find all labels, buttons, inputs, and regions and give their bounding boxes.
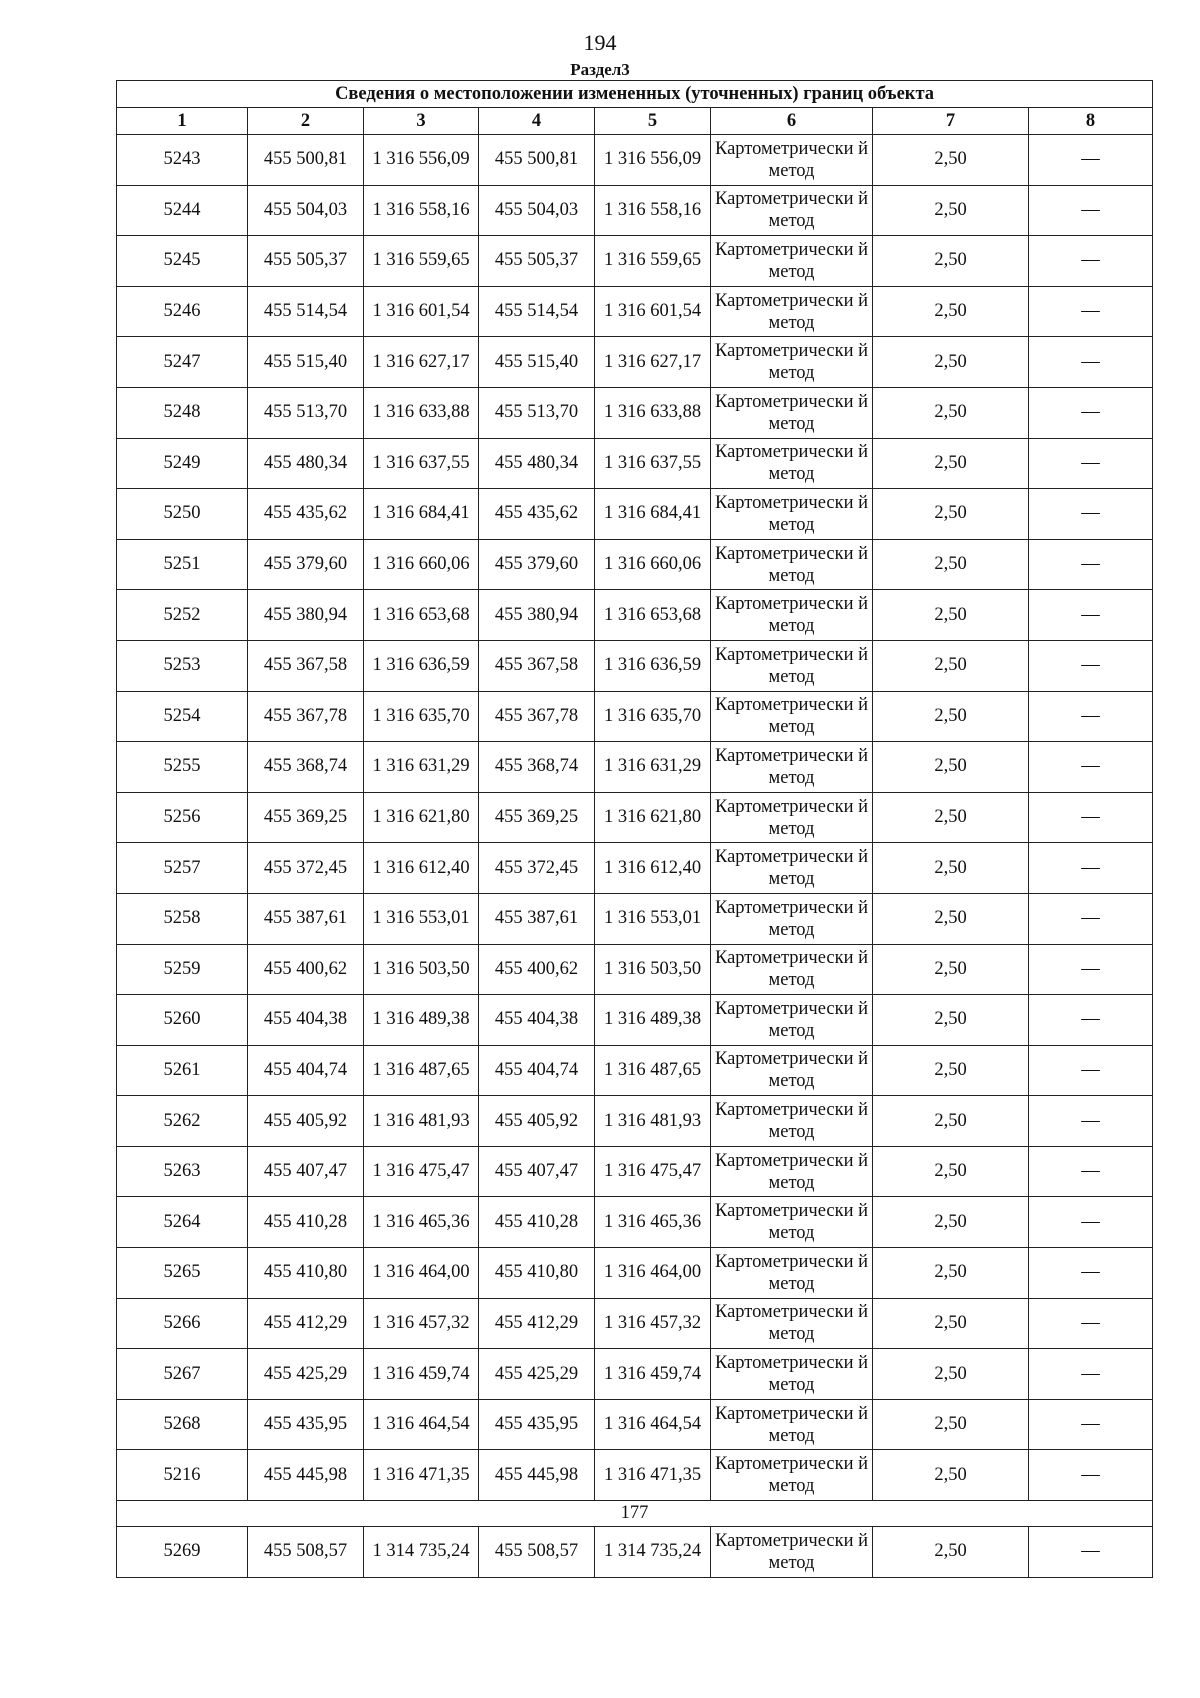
point-number-cell: 5258 <box>117 893 248 944</box>
method-cell: Картометрически й метод <box>711 539 873 590</box>
accuracy-cell: 2,50 <box>873 640 1029 691</box>
x-old-cell: 455 435,62 <box>248 489 364 540</box>
point-number-cell: 5267 <box>117 1349 248 1400</box>
x-new-cell: 455 404,38 <box>479 995 595 1046</box>
accuracy-cell: 2,50 <box>873 893 1029 944</box>
point-number-cell: 5262 <box>117 1096 248 1147</box>
method-cell: Картометрически й метод <box>711 185 873 236</box>
table-row <box>117 742 1153 793</box>
description-cell: — <box>1029 1248 1153 1299</box>
description-cell: — <box>1029 286 1153 337</box>
description-cell: — <box>1029 135 1153 186</box>
accuracy-cell: 2,50 <box>873 135 1029 186</box>
table-row <box>117 1146 1153 1197</box>
description-cell: — <box>1029 742 1153 793</box>
table-row <box>117 1248 1153 1299</box>
method-cell: Картометрически й метод <box>711 1527 873 1578</box>
y-new-cell: 1 316 475,47 <box>595 1146 711 1197</box>
y-new-cell: 1 316 489,38 <box>595 995 711 1046</box>
x-new-cell: 455 369,25 <box>479 792 595 843</box>
point-number-cell: 5269 <box>117 1527 248 1578</box>
table-row <box>117 640 1153 691</box>
description-cell: — <box>1029 1045 1153 1096</box>
method-cell: Картометрически й метод <box>711 1146 873 1197</box>
table-caption-row <box>117 81 1153 108</box>
accuracy-cell: 2,50 <box>873 742 1029 793</box>
description-cell: — <box>1029 792 1153 843</box>
y-old-cell: 1 316 556,09 <box>364 135 479 186</box>
x-new-cell: 455 508,57 <box>479 1527 595 1578</box>
method-cell: Картометрически й метод <box>711 286 873 337</box>
method-cell: Картометрически й метод <box>711 1197 873 1248</box>
description-cell: — <box>1029 387 1153 438</box>
x-new-cell: 455 500,81 <box>479 135 595 186</box>
description-cell: — <box>1029 337 1153 388</box>
accuracy-cell: 2,50 <box>873 1298 1029 1349</box>
y-old-cell: 1 316 612,40 <box>364 843 479 894</box>
point-number-cell: 5260 <box>117 995 248 1046</box>
y-old-cell: 1 316 636,59 <box>364 640 479 691</box>
method-cell: Картометрически й метод <box>711 590 873 641</box>
y-new-cell: 1 316 487,65 <box>595 1045 711 1096</box>
page-number: 194 <box>583 30 617 55</box>
y-old-cell: 1 316 464,54 <box>364 1399 479 1450</box>
description-cell: — <box>1029 1197 1153 1248</box>
x-new-cell: 455 405,92 <box>479 1096 595 1147</box>
column-header: 1 <box>117 108 248 135</box>
y-new-cell: 1 316 459,74 <box>595 1349 711 1400</box>
group-label: 177 <box>117 1501 1153 1527</box>
accuracy-cell: 2,50 <box>873 236 1029 287</box>
x-old-cell: 455 505,37 <box>248 236 364 287</box>
accuracy-cell: 2,50 <box>873 792 1029 843</box>
method-cell: Картометрически й метод <box>711 1096 873 1147</box>
table-row <box>117 995 1153 1046</box>
x-old-cell: 455 369,25 <box>248 792 364 843</box>
y-new-cell: 1 316 627,17 <box>595 337 711 388</box>
x-new-cell: 455 380,94 <box>479 590 595 641</box>
y-new-cell: 1 316 660,06 <box>595 539 711 590</box>
x-new-cell: 455 407,47 <box>479 1146 595 1197</box>
y-new-cell: 1 316 684,41 <box>595 489 711 540</box>
y-old-cell: 1 316 475,47 <box>364 1146 479 1197</box>
description-cell: — <box>1029 1527 1153 1578</box>
description-cell: — <box>1029 438 1153 489</box>
point-number-cell: 5255 <box>117 742 248 793</box>
table-row <box>117 135 1153 186</box>
accuracy-cell: 2,50 <box>873 1146 1029 1197</box>
point-number-cell: 5244 <box>117 185 248 236</box>
accuracy-cell: 2,50 <box>873 286 1029 337</box>
method-cell: Картометрически й метод <box>711 691 873 742</box>
x-new-cell: 455 410,28 <box>479 1197 595 1248</box>
point-number-cell: 5250 <box>117 489 248 540</box>
x-new-cell: 455 480,34 <box>479 438 595 489</box>
table-row <box>117 236 1153 287</box>
x-old-cell: 455 367,78 <box>248 691 364 742</box>
x-new-cell: 455 404,74 <box>479 1045 595 1096</box>
method-cell: Картометрически й метод <box>711 1399 873 1450</box>
table-row <box>117 792 1153 843</box>
table-row <box>117 438 1153 489</box>
description-cell: — <box>1029 1450 1153 1501</box>
x-old-cell: 455 410,28 <box>248 1197 364 1248</box>
y-old-cell: 1 316 558,16 <box>364 185 479 236</box>
x-new-cell: 455 435,95 <box>479 1399 595 1450</box>
x-new-cell: 455 367,58 <box>479 640 595 691</box>
accuracy-cell: 2,50 <box>873 337 1029 388</box>
y-old-cell: 1 316 631,29 <box>364 742 479 793</box>
accuracy-cell: 2,50 <box>873 185 1029 236</box>
table-row <box>117 1399 1153 1450</box>
x-new-cell: 455 372,45 <box>479 843 595 894</box>
table-caption: Сведения о местоположении измененных (уточненных) границ объекта <box>117 81 1153 108</box>
table-row <box>117 1349 1153 1400</box>
column-header: 5 <box>595 108 711 135</box>
x-new-cell: 455 400,62 <box>479 944 595 995</box>
column-header: 8 <box>1029 108 1153 135</box>
point-number-cell: 5256 <box>117 792 248 843</box>
point-number-cell: 5257 <box>117 843 248 894</box>
section-title: Раздел3 <box>570 60 630 79</box>
description-cell: — <box>1029 1399 1153 1450</box>
description-cell: — <box>1029 590 1153 641</box>
table-row <box>117 286 1153 337</box>
y-new-cell: 1 314 735,24 <box>595 1527 711 1578</box>
y-old-cell: 1 316 684,41 <box>364 489 479 540</box>
point-number-cell: 5264 <box>117 1197 248 1248</box>
y-new-cell: 1 316 503,50 <box>595 944 711 995</box>
method-cell: Картометрически й метод <box>711 995 873 1046</box>
point-number-cell: 5252 <box>117 590 248 641</box>
x-new-cell: 455 412,29 <box>479 1298 595 1349</box>
point-number-cell: 5261 <box>117 1045 248 1096</box>
x-old-cell: 455 412,29 <box>248 1298 364 1349</box>
column-header: 2 <box>248 108 364 135</box>
y-old-cell: 1 316 553,01 <box>364 893 479 944</box>
y-new-cell: 1 316 621,80 <box>595 792 711 843</box>
y-new-cell: 1 316 636,59 <box>595 640 711 691</box>
method-cell: Картометрически й метод <box>711 1349 873 1400</box>
accuracy-cell: 2,50 <box>873 539 1029 590</box>
description-cell: — <box>1029 236 1153 287</box>
point-number-cell: 5254 <box>117 691 248 742</box>
accuracy-cell: 2,50 <box>873 387 1029 438</box>
x-new-cell: 455 445,98 <box>479 1450 595 1501</box>
point-number-cell: 5265 <box>117 1248 248 1299</box>
method-cell: Картометрически й метод <box>711 1248 873 1299</box>
method-cell: Картометрически й метод <box>711 792 873 843</box>
y-old-cell: 1 316 621,80 <box>364 792 479 843</box>
point-number-cell: 5243 <box>117 135 248 186</box>
accuracy-cell: 2,50 <box>873 1045 1029 1096</box>
point-number-cell: 5266 <box>117 1298 248 1349</box>
y-new-cell: 1 316 457,32 <box>595 1298 711 1349</box>
x-old-cell: 455 514,54 <box>248 286 364 337</box>
x-old-cell: 455 515,40 <box>248 337 364 388</box>
y-new-cell: 1 316 635,70 <box>595 691 711 742</box>
x-old-cell: 455 368,74 <box>248 742 364 793</box>
y-new-cell: 1 316 465,36 <box>595 1197 711 1248</box>
x-old-cell: 455 500,81 <box>248 135 364 186</box>
table-header-row <box>117 108 1153 135</box>
method-cell: Картометрически й метод <box>711 843 873 894</box>
description-cell: — <box>1029 1146 1153 1197</box>
y-old-cell: 1 316 633,88 <box>364 387 479 438</box>
x-new-cell: 455 505,37 <box>479 236 595 287</box>
y-new-cell: 1 316 553,01 <box>595 893 711 944</box>
method-cell: Картометрически й метод <box>711 742 873 793</box>
description-cell: — <box>1029 640 1153 691</box>
table-row <box>117 691 1153 742</box>
description-cell: — <box>1029 1298 1153 1349</box>
point-number-cell: 5259 <box>117 944 248 995</box>
point-number-cell: 5246 <box>117 286 248 337</box>
x-new-cell: 455 514,54 <box>479 286 595 337</box>
column-header: 7 <box>873 108 1029 135</box>
table-row <box>117 337 1153 388</box>
description-cell: — <box>1029 185 1153 236</box>
group-label-row <box>117 1501 1153 1527</box>
accuracy-cell: 2,50 <box>873 489 1029 540</box>
x-old-cell: 455 379,60 <box>248 539 364 590</box>
accuracy-cell: 2,50 <box>873 1527 1029 1578</box>
x-new-cell: 455 387,61 <box>479 893 595 944</box>
table-row <box>117 539 1153 590</box>
accuracy-cell: 2,50 <box>873 843 1029 894</box>
x-new-cell: 455 425,29 <box>479 1349 595 1400</box>
y-new-cell: 1 316 558,16 <box>595 185 711 236</box>
method-cell: Картометрически й метод <box>711 135 873 186</box>
table-row <box>117 843 1153 894</box>
y-old-cell: 1 316 559,65 <box>364 236 479 287</box>
y-new-cell: 1 316 481,93 <box>595 1096 711 1147</box>
x-old-cell: 455 407,47 <box>248 1146 364 1197</box>
x-old-cell: 455 504,03 <box>248 185 364 236</box>
description-cell: — <box>1029 1096 1153 1147</box>
method-cell: Картометрически й метод <box>711 944 873 995</box>
description-cell: — <box>1029 691 1153 742</box>
point-number-cell: 5249 <box>117 438 248 489</box>
x-new-cell: 455 504,03 <box>479 185 595 236</box>
x-new-cell: 455 515,40 <box>479 337 595 388</box>
point-number-cell: 5251 <box>117 539 248 590</box>
x-old-cell: 455 513,70 <box>248 387 364 438</box>
x-old-cell: 455 410,80 <box>248 1248 364 1299</box>
y-new-cell: 1 316 637,55 <box>595 438 711 489</box>
description-cell: — <box>1029 539 1153 590</box>
accuracy-cell: 2,50 <box>873 944 1029 995</box>
x-old-cell: 455 425,29 <box>248 1349 364 1400</box>
y-old-cell: 1 316 635,70 <box>364 691 479 742</box>
accuracy-cell: 2,50 <box>873 438 1029 489</box>
description-cell: — <box>1029 1349 1153 1400</box>
table-row <box>117 893 1153 944</box>
table-row <box>117 944 1153 995</box>
y-old-cell: 1 316 637,55 <box>364 438 479 489</box>
y-new-cell: 1 316 631,29 <box>595 742 711 793</box>
method-cell: Картометрически й метод <box>711 489 873 540</box>
x-new-cell: 455 379,60 <box>479 539 595 590</box>
method-cell: Картометрически й метод <box>711 236 873 287</box>
table-row <box>117 1298 1153 1349</box>
y-new-cell: 1 316 653,68 <box>595 590 711 641</box>
accuracy-cell: 2,50 <box>873 590 1029 641</box>
accuracy-cell: 2,50 <box>873 1399 1029 1450</box>
point-number-cell: 5216 <box>117 1450 248 1501</box>
x-old-cell: 455 367,58 <box>248 640 364 691</box>
table-row <box>117 489 1153 540</box>
y-old-cell: 1 316 653,68 <box>364 590 479 641</box>
table-row <box>117 185 1153 236</box>
y-old-cell: 1 316 503,50 <box>364 944 479 995</box>
y-old-cell: 1 316 627,17 <box>364 337 479 388</box>
y-old-cell: 1 316 660,06 <box>364 539 479 590</box>
method-cell: Картометрически й метод <box>711 337 873 388</box>
x-new-cell: 455 513,70 <box>479 387 595 438</box>
y-new-cell: 1 316 464,00 <box>595 1248 711 1299</box>
point-number-cell: 5247 <box>117 337 248 388</box>
accuracy-cell: 2,50 <box>873 1197 1029 1248</box>
x-old-cell: 455 400,62 <box>248 944 364 995</box>
y-new-cell: 1 316 556,09 <box>595 135 711 186</box>
y-new-cell: 1 316 612,40 <box>595 843 711 894</box>
accuracy-cell: 2,50 <box>873 1248 1029 1299</box>
column-header: 4 <box>479 108 595 135</box>
x-new-cell: 455 367,78 <box>479 691 595 742</box>
accuracy-cell: 2,50 <box>873 1450 1029 1501</box>
method-cell: Картометрически й метод <box>711 893 873 944</box>
column-header: 3 <box>364 108 479 135</box>
x-old-cell: 455 435,95 <box>248 1399 364 1450</box>
y-new-cell: 1 316 633,88 <box>595 387 711 438</box>
x-old-cell: 455 372,45 <box>248 843 364 894</box>
accuracy-cell: 2,50 <box>873 995 1029 1046</box>
table-row <box>117 590 1153 641</box>
table-row <box>117 1527 1153 1578</box>
method-cell: Картометрически й метод <box>711 1045 873 1096</box>
y-new-cell: 1 316 601,54 <box>595 286 711 337</box>
y-old-cell: 1 316 459,74 <box>364 1349 479 1400</box>
description-cell: — <box>1029 489 1153 540</box>
y-old-cell: 1 316 464,00 <box>364 1248 479 1299</box>
method-cell: Картометрически й метод <box>711 387 873 438</box>
y-old-cell: 1 316 489,38 <box>364 995 479 1046</box>
table-row <box>117 1045 1153 1096</box>
x-old-cell: 455 404,74 <box>248 1045 364 1096</box>
coordinates-table <box>116 80 1153 1578</box>
method-cell: Картометрически й метод <box>711 438 873 489</box>
method-cell: Картометрически й метод <box>711 640 873 691</box>
point-number-cell: 5248 <box>117 387 248 438</box>
y-old-cell: 1 316 601,54 <box>364 286 479 337</box>
method-cell: Картометрически й метод <box>711 1298 873 1349</box>
x-old-cell: 455 405,92 <box>248 1096 364 1147</box>
table-row <box>117 1450 1153 1501</box>
table-row <box>117 1096 1153 1147</box>
x-new-cell: 455 410,80 <box>479 1248 595 1299</box>
accuracy-cell: 2,50 <box>873 691 1029 742</box>
description-cell: — <box>1029 893 1153 944</box>
table-row <box>117 1197 1153 1248</box>
description-cell: — <box>1029 995 1153 1046</box>
description-cell: — <box>1029 843 1153 894</box>
y-old-cell: 1 316 457,32 <box>364 1298 479 1349</box>
x-old-cell: 455 508,57 <box>248 1527 364 1578</box>
accuracy-cell: 2,50 <box>873 1349 1029 1400</box>
point-number-cell: 5268 <box>117 1399 248 1450</box>
x-old-cell: 455 404,38 <box>248 995 364 1046</box>
x-new-cell: 455 435,62 <box>479 489 595 540</box>
x-old-cell: 455 445,98 <box>248 1450 364 1501</box>
accuracy-cell: 2,50 <box>873 1096 1029 1147</box>
table-row <box>117 387 1153 438</box>
y-new-cell: 1 316 559,65 <box>595 236 711 287</box>
x-old-cell: 455 480,34 <box>248 438 364 489</box>
x-old-cell: 455 380,94 <box>248 590 364 641</box>
description-cell: — <box>1029 944 1153 995</box>
point-number-cell: 5245 <box>117 236 248 287</box>
x-new-cell: 455 368,74 <box>479 742 595 793</box>
point-number-cell: 5263 <box>117 1146 248 1197</box>
y-old-cell: 1 314 735,24 <box>364 1527 479 1578</box>
point-number-cell: 5253 <box>117 640 248 691</box>
y-old-cell: 1 316 471,35 <box>364 1450 479 1501</box>
y-old-cell: 1 316 487,65 <box>364 1045 479 1096</box>
y-old-cell: 1 316 481,93 <box>364 1096 479 1147</box>
method-cell: Картометрически й метод <box>711 1450 873 1501</box>
y-old-cell: 1 316 465,36 <box>364 1197 479 1248</box>
y-new-cell: 1 316 464,54 <box>595 1399 711 1450</box>
y-new-cell: 1 316 471,35 <box>595 1450 711 1501</box>
x-old-cell: 455 387,61 <box>248 893 364 944</box>
column-header: 6 <box>711 108 873 135</box>
